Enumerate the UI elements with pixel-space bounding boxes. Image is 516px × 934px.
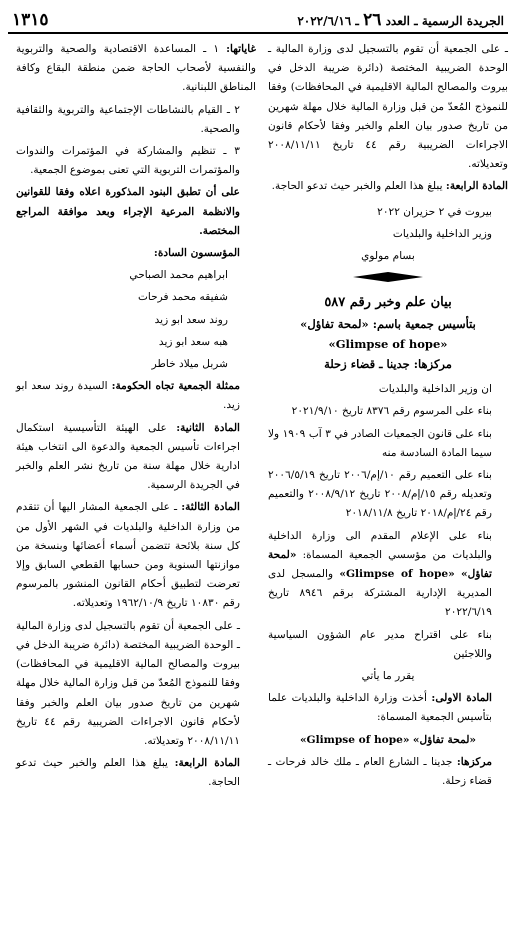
issue-number: ٢٦: [363, 10, 382, 30]
notification-clause: [268, 527, 508, 623]
headquarters-label: مركزها:: [456, 755, 492, 768]
circular-clause: بناء على التعميم رقم ١٠/إم/٢٠٠٦ تاريخ ٢٠٠٦/٥/١٩ وتعديله رقم ١٥/إم/٢٠٠٨ تاريخ ٢٠٠٨/٩/١٢ والتعميم رقم ٢٤/إم/٢٠١٨ تاريخ ٢٠١٨/١١/٨: [268, 469, 492, 520]
article-one-label: المادة الاولى:: [431, 692, 492, 705]
notification-assoc-latin: «Glimpse of hope»: [339, 568, 455, 581]
founder-name: هبه سعد ابو زيد: [158, 335, 228, 348]
article-two: [16, 419, 256, 496]
right-column: [262, 40, 508, 796]
article-two-text: على الهيئة التأسيسية استكمال اجراءات تأسيس الجمعية والدعوة الى انتخاب هيئة ادارية خلال مهلة سنة من تاريخ نشر العلم والخبر في الجريدة الرسمية.: [16, 421, 240, 492]
article-one: [268, 689, 508, 727]
notice-title: بيان علم وخبر رقم ٥٨٧: [324, 295, 452, 311]
goal-one: [16, 40, 256, 98]
article-four-2-label: المادة الرابعة:: [174, 757, 240, 770]
goal-one-text: ١ ـ المساعدة الاقتصادية والصحية والتربوية والنفسية لأصحاب الحاجة ضمن منطقة البقاع وكافة المناطق اللبنانية.: [16, 43, 256, 94]
article-one-assoc-name: [268, 731, 508, 750]
goal-three: ٣ ـ تنظيم والمشاركة في المؤتمرات والندوات والمؤتمرات التربوية التي تعنى بموضوع الجمعية.: [16, 145, 240, 177]
article-four-text: يبلغ هذا العلم والخبر حيث تدعو الحاجة.: [271, 180, 443, 193]
representative-text: السيدة روند سعد ابو زيد.: [16, 380, 240, 412]
issue-date: ـ ٢٠٢٢/٦/١٦: [297, 14, 359, 28]
article-three: [16, 498, 256, 613]
representative-label: ممثلة الجمعية تجاه الحكومة:: [111, 380, 240, 393]
minister-name: بسام مولوي: [361, 250, 415, 263]
founder-name: ابراهيم محمد الصباحي: [129, 269, 228, 282]
article-three-text: ـ على الجمعية المشار اليها أن تتقدم من وزارة الداخلية والبلديات في الشهر الأول من كل سنة بلائحة تتضمن أسماء أعضائها وبنسخة من موازنتها السنوية ومن حسابها القطعي السابق وإلا تعرضت لتطبيق أحكام القانون المنشور بالمرسوم رقم ١٠٨٣٠ تاريخ ١٩٦٢/١٠/٩ وتعديلاته.: [16, 501, 240, 610]
decides-heading: يقرر ما يأتي: [361, 670, 415, 683]
left-column: [16, 40, 262, 796]
law-clause: بناء على قانون الجمعيات الصادر في ٣ آب ١٩٠٩ ولا سيما المادة السادسة منه: [268, 427, 493, 459]
tax-registration-paragraph-2: ـ على الجمعية أن تقوم بالتسجيل لدى وزارة المالية ـ الوحدة الضريبية المختصة (دائرة ضريبة الدخل في بيروت والمصالح المالية الاقليمية في المحافظات) وفقا للنموذج المُعدّ من قبل وزارة المالية خلال مهلة شهرين من تاريخ صدور بيان العلم والخبر وفقا لأحكام قانون الاجراءات الضريبية رقم ٤٤ تاريخ ٢٠٠٨/١١/١١ وتعديلاته.: [16, 619, 241, 747]
divider-ornament-icon: [353, 272, 423, 282]
gazette-title: [297, 10, 504, 30]
article-one-name-latin: «Glimpse of hope»: [299, 733, 410, 746]
article-two-label: المادة الثانية:: [176, 421, 240, 434]
association-latin-name: «Glimpse of hope»: [328, 337, 448, 352]
headquarters-line: مركزها: جدينا ـ قضاء زحلة: [324, 357, 452, 372]
notification-registration: والمسجل لدى المديرية الإدارية المشتركة برقم ٨٩٤٦ تاريخ ٢٠٢٢/٦/١٩: [268, 568, 492, 619]
minister-intro: ان وزير الداخلية والبلديات: [378, 383, 492, 396]
title-text: الجريدة الرسمية ـ العدد: [385, 14, 504, 28]
tax-registration-paragraph: ـ على الجمعية أن تقوم بالتسجيل لدى وزارة المالية ـ الوحدة الضريبية المختصة (دائرة ضريبة الدخل في بيروت والمصالح المالية الاقليمية في المحافظات) وفقا للنموذج المُعدّ من قبل وزارة المالية خلال مهلة شهرين من تاريخ صدور بيان العلم والخبر وفقا لأحكام قانون الاجراءات الضريبية رقم ٤٤ تاريخ ٢٠٠٨/١١/١١ وتعديلاته.: [268, 43, 508, 171]
founder-name: شربل ميلاد خاطر: [151, 358, 228, 371]
headquarters-address: [268, 753, 508, 791]
article-four: [268, 177, 508, 196]
minister-title: وزير الداخلية والبلديات: [392, 227, 492, 240]
article-four-label: المادة الرابعة:: [445, 180, 508, 193]
notification-assoc-name: «لمحة تفاؤل»: [268, 548, 493, 581]
founder-name: روند سعد ابو زيد: [154, 313, 228, 326]
proposal-clause: بناء على اقتراح مدير عام الشؤون السياسية واللاجئين: [268, 628, 492, 660]
goal-two: ٢ ـ القيام بالنشاطات الإجتماعية والتربوية والثقافية والصحية.: [16, 103, 240, 135]
founder-name: شفيقه محمد فرحات: [137, 291, 228, 304]
article-three-label: المادة الثالثة:: [181, 501, 240, 514]
content-columns: [8, 40, 508, 796]
article-one-text: أخذت وزارة الداخلية والبلديات علما بتأسيس الجمعية المسماة:: [268, 692, 492, 724]
headquarters-text: جدينا ـ الشارع العام ـ ملك خالد فرحات ـ قضاء زحلة.: [268, 755, 492, 788]
article-four-2-text: يبلغ هذا العلم والخبر حيث تدعو الحاجة.: [16, 757, 240, 789]
place-date: بيروت في ٢ حزيران ٢٠٢٢: [377, 205, 492, 218]
article-one-name-ar: «لمحة تفاؤل»: [412, 733, 477, 746]
association-line: بتأسيس جمعية باسم: «لمحة تفاؤل»: [300, 317, 476, 332]
government-representative: [16, 377, 256, 415]
page-number: ١٣١٥: [12, 10, 49, 30]
section-divider: [268, 272, 508, 282]
founders-heading: المؤسسون السادة:: [153, 247, 240, 260]
goals-label: غاياتها:: [226, 43, 257, 55]
page-header: [8, 8, 508, 34]
article-four-2: [16, 754, 256, 792]
compliance-note: على أن تطبق البنود المذكورة اعلاه وفقا للقوانين والانظمة المرعية الإجراء وبعد موافقة المراجع المختصة.: [16, 186, 240, 237]
decree-clause: بناء على المرسوم رقم ٨٣٧٦ تاريخ ٢٠٢١/٩/١٠: [291, 405, 492, 418]
notification-intro: بناء على الإعلام المقدم الى وزارة الداخلية والبلديات من مؤسسي الجمعية المسماة:: [268, 529, 492, 561]
